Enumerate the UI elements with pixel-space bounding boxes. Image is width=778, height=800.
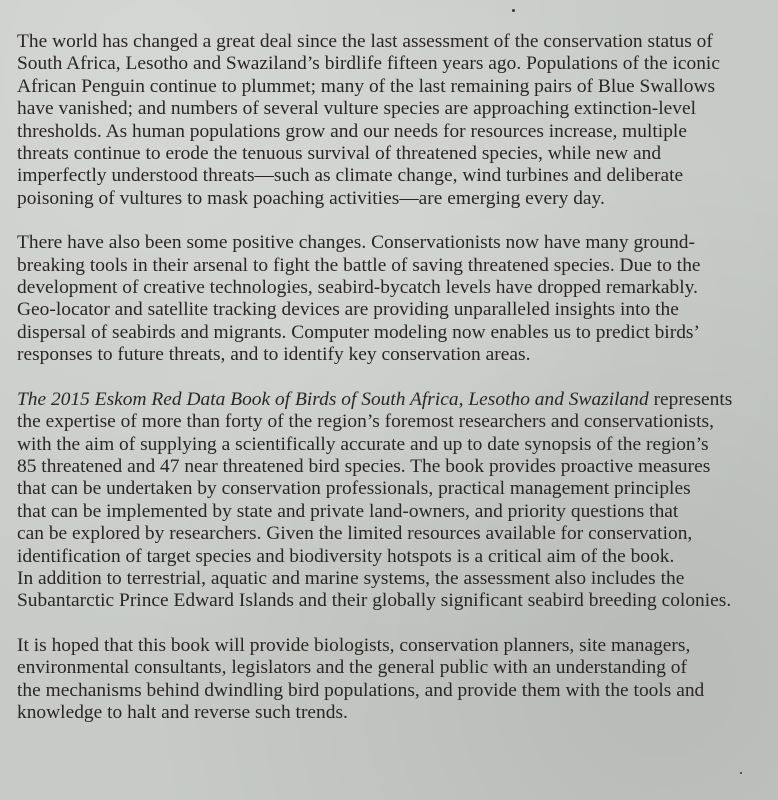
text-line: Geo-locator and satellite tracking devices are providing unparalleled insights into the [17,299,679,321]
text-line: have vanished; and numbers of several vulture species are approaching extinction-level [17,98,697,120]
text-line: environmental consultants, legislators and the general public with an understanding of [17,657,687,679]
text-line: thresholds. As human populations grow and our needs for resources increase, multiple [17,120,687,142]
paper-speck [740,772,742,774]
text-line: African Penguin continue to plummet; many of the last remaining pairs of Blue Swallows [17,75,716,97]
text-line: with the aim of supplying a scientifically accurate and up to date synopsis of the region’s [17,433,709,455]
book-cover-text [17,31,765,724]
text-line: breaking tools in their arsenal to fight the battle of saving threatened species. Due to the [17,254,701,276]
text-line: It is hoped that this book will provide biologists, conservation planners, site managers, [17,634,691,656]
paragraph-1 [17,31,765,210]
text-line: the expertise of more than forty of the region’s foremost researchers and conservationists, [17,411,714,433]
paragraph-3 [17,389,765,613]
text-line: that can be implemented by state and private land-owners, and priority questions that [17,500,679,522]
text-fragment: represents [648,388,733,410]
text-line [17,389,765,411]
paragraph-4 [17,635,765,725]
text-line: dispersal of seabirds and migrants. Computer modeling now enables us to predict birds’ [17,321,700,343]
text-line: South Africa, Lesotho and Swaziland’s birdlife fifteen years ago. Populations of the iconic [17,53,720,75]
text-line: responses to future threats, and to identify key conservation areas. [17,344,531,366]
text-line: can be explored by researchers. Given the limited resources available for conservation, [17,523,693,545]
text-line: that can be undertaken by conservation professionals, practical management principles [17,478,691,500]
text-line: The world has changed a great deal since the last assessment of the conservation status of [17,31,713,52]
text-line: imperfectly understood threats—such as climate change, wind turbines and deliberate [17,165,684,187]
text-line: threats continue to erode the tenuous survival of threatened species, while new and [17,143,662,165]
text-line: In addition to terrestrial, aquatic and marine systems, the assessment also includes the [17,567,685,589]
text-line: the mechanisms behind dwindling bird populations, and provide them with the tools and [17,679,705,701]
text-line: knowledge to halt and reverse such trends. [17,701,348,723]
paper-speck [512,9,515,12]
text-line: Subantarctic Prince Edward Islands and their globally significant seabird breeding colonies. [17,590,732,612]
paragraph-2 [17,232,765,366]
text-line: 85 threatened and 47 near threatened bird species. The book provides proactive measures [17,455,711,477]
book-title: The 2015 Eskom Red Data Book of Birds of South Africa, Lesotho and Swaziland [17,388,649,410]
text-line: identification of target species and biodiversity hotspots is a critical aim of the book. [17,545,675,567]
text-line: poisoning of vultures to mask poaching activities—are emerging every day. [17,187,605,209]
text-line: development of creative technologies, seabird-bycatch levels have dropped remarkably. [17,277,698,299]
text-line: There have also been some positive changes. Conservationists now have many ground- [17,232,695,254]
